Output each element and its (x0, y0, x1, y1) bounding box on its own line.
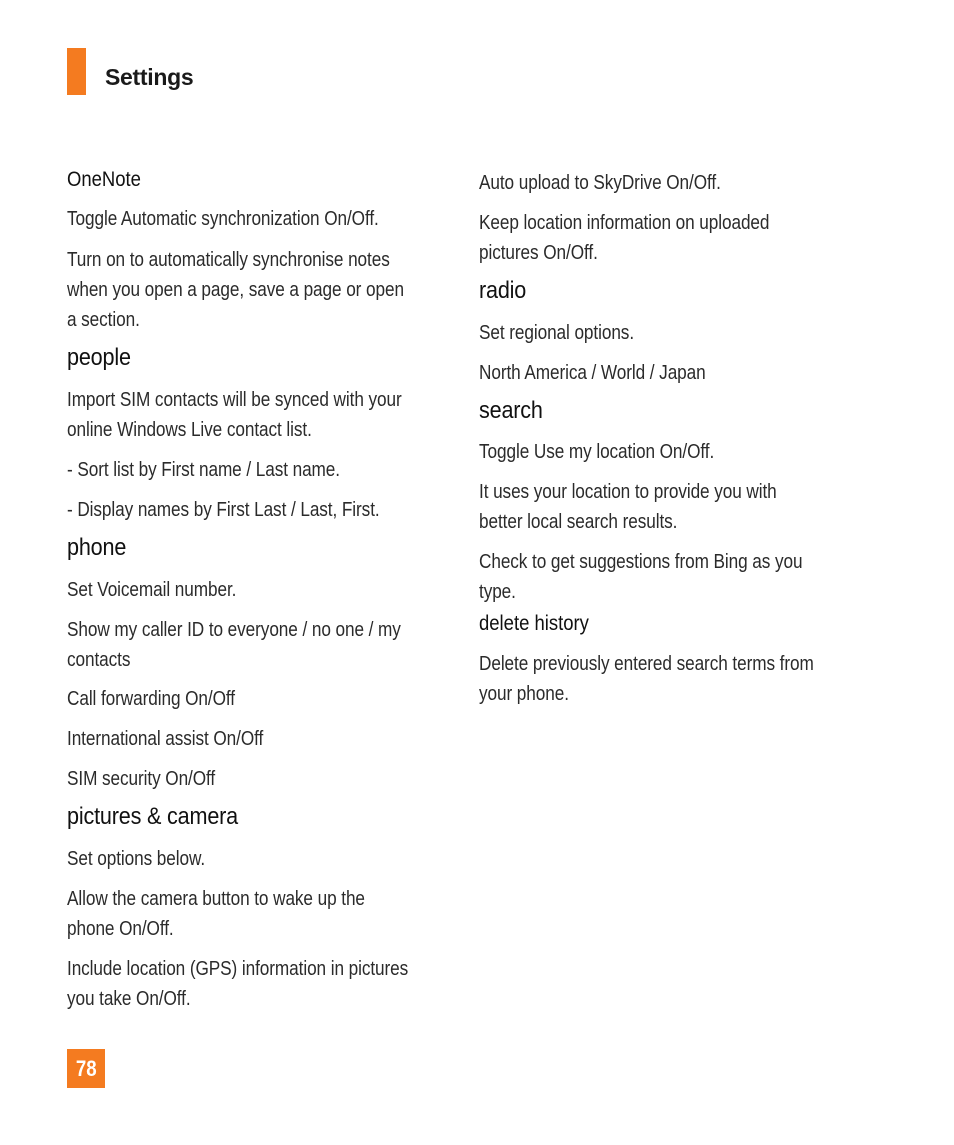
page-number-badge (67, 1049, 105, 1088)
phone-text: SIM security On/Off (67, 768, 216, 790)
phone-text: contacts (67, 649, 131, 671)
search-text: Check to get suggestions from Bing as you (479, 551, 803, 573)
page-number: 78 (75, 1055, 97, 1081)
phone-text: Call forwarding On/Off (67, 688, 235, 710)
people-text: - Display names by First Last / Last, First. (67, 499, 380, 521)
pictures-text: Set options below. (67, 848, 206, 870)
page-title: Settings (105, 64, 194, 90)
pictures-text: Allow the camera button to wake up the (67, 888, 365, 910)
onenote-text: when you open a page, save a page or open (67, 279, 404, 301)
pictures-text: pictures On/Off. (479, 242, 598, 264)
search-text: type. (479, 581, 516, 603)
header-accent-bar (67, 48, 86, 95)
pictures-text: you take On/Off. (67, 988, 191, 1010)
pictures-text: Auto upload to SkyDrive On/Off. (479, 172, 721, 194)
section-heading-onenote: OneNote (67, 168, 141, 191)
section-heading-people: people (67, 344, 131, 371)
search-text: It uses your location to provide you with (479, 481, 777, 503)
section-heading-delete-history: delete history (479, 612, 589, 635)
pictures-text: phone On/Off. (67, 918, 174, 940)
people-text: online Windows Live contact list. (67, 419, 312, 441)
section-heading-search: search (479, 397, 543, 424)
delete-history-text: your phone. (479, 683, 569, 705)
section-heading-phone: phone (67, 534, 127, 561)
section-heading-radio: radio (479, 277, 527, 304)
phone-text: International assist On/Off (67, 728, 264, 750)
pictures-text: Keep location information on uploaded (479, 212, 770, 234)
delete-history-text: Delete previously entered search terms from (479, 653, 814, 675)
search-text: Toggle Use my location On/Off. (479, 441, 715, 463)
people-text: Import SIM contacts will be synced with your (67, 389, 402, 411)
radio-text: North America / World / Japan (479, 362, 706, 384)
pictures-text: Include location (GPS) information in pictures (67, 958, 409, 980)
section-heading-pictures-camera: pictures & camera (67, 803, 239, 830)
radio-text: Set regional options. (479, 322, 635, 344)
onenote-text: a section. (67, 309, 140, 331)
search-text: better local search results. (479, 511, 678, 533)
people-text: - Sort list by First name / Last name. (67, 459, 340, 481)
onenote-text: Toggle Automatic synchronization On/Off. (67, 208, 379, 230)
onenote-text: Turn on to automatically synchronise notes (67, 249, 390, 271)
phone-text: Set Voicemail number. (67, 579, 237, 601)
phone-text: Show my caller ID to everyone / no one / my (67, 619, 401, 641)
